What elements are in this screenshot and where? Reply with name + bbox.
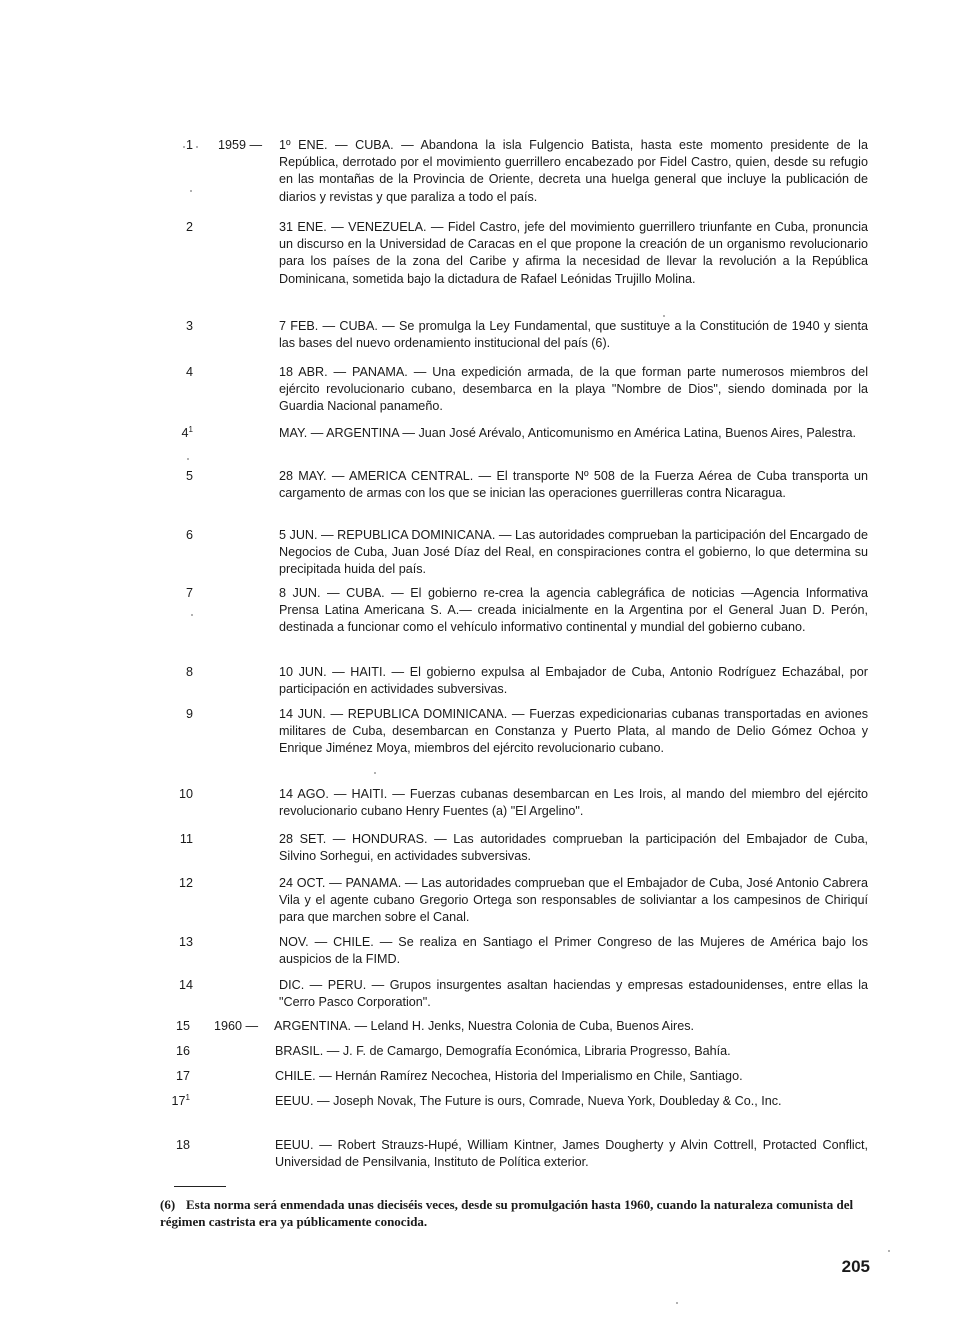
entry-number: 8 xyxy=(185,665,193,679)
scan-speck xyxy=(183,146,185,148)
entry-number: 1 xyxy=(185,138,193,152)
entry-number: 17 xyxy=(175,1069,190,1083)
entry-text: 14 AGO. — HAITI. — Fuerzas cubanas desembarcan en Les Irois, al mando del miembro del ejército revolucionario cubano Henry Fuentes (a) "El Argelino". xyxy=(279,787,868,819)
scan-speck xyxy=(196,146,198,148)
footnote-marker: (6) xyxy=(160,1197,176,1212)
entry-text: 28 MAY. — AMERICA CENTRAL. — El transporte Nº 508 de la Fuerza Aérea de Cuba transporta un cargamento de armas con los que se inician las operaciones guerrilleras contra Nicaragua. xyxy=(279,469,868,501)
footnote-text: Esta norma será enmendada unas dieciséis veces, desde su promulgación hasta 1960, cuando la naturaleza comunista del régimen castrista era ya públicamente conocida. xyxy=(160,1197,854,1230)
entry-number: 7 xyxy=(185,586,193,600)
entry-text: 31 ENE. — VENEZUELA. — Fidel Castro, jefe del movimiento guerrillero triunfante en Cuba, pronuncia un discurso en la Universidad de Caracas en el que propone la creación de un organismo revolucionario para los países de la zona del Caribe y afirma la necesidad de llevar la revolución a la República Dominicana, sometida bajo la dictadura de Rafael Leónidas Trujillo Molina. xyxy=(279,220,868,286)
entry-number: 16 xyxy=(175,1044,190,1058)
entry-text: CHILE. — Hernán Ramírez Necochea, Historia del Imperialismo en Chile, Santiago. xyxy=(275,1069,743,1083)
entry-number: 9 xyxy=(185,707,193,721)
entry-number: 15 xyxy=(175,1019,190,1033)
scan-speck xyxy=(187,458,189,460)
entry-text: 10 JUN. — HAITI. — El gobierno expulsa al Embajador de Cuba, Antonio Rodríguez Echazábal, por participación en actividades subversivas. xyxy=(279,665,868,697)
entry-text: 24 OCT. — PANAMA. — Las autoridades comprueban que el Embajador de Cuba, José Antonio Cabrera Vila y el agente cubano Gregorio Ortega son responsables de soliviantar a los campesinos de Chiriquí para que marchen sobre el Canal. xyxy=(279,876,868,925)
scan-speck xyxy=(663,315,665,317)
scan-speck xyxy=(676,1302,678,1304)
entry-text: EEUU. — Robert Strauzs-Hupé, William Kintner, James Dougherty y Alvin Cottrell, Protacted Conflict, Universidad de Pensilvania, Instituto de Política exterior. xyxy=(275,1138,868,1170)
page-number: 205 xyxy=(841,1257,870,1276)
entry-number: 11 xyxy=(179,832,193,846)
entry-text: BRASIL. — J. F. de Camargo, Demografía Económica, Libraria Progresso, Bahía. xyxy=(275,1044,731,1058)
entry-text: 14 JUN. — REPUBLICA DOMINICANA. — Fuerzas expedicionarias cubanas transportadas en aviones militares de Cuba, desembarcan en Constanza y Puerto Plata, al mando de Delio Gómez Ochoa y Enrique Jiménez Moya, miembros del ejército revolucionario cubano. xyxy=(279,707,868,756)
entry-number-superscript: 1 xyxy=(188,424,193,434)
entry-text: 8 JUN. — CUBA. — El gobierno re-crea la agencia cablegráfica de noticias —Agencia Informativa Prensa Latina Americana S. A.— creada inicialmente en la Argentina por el General Juan D. Perón, destinada a funcionar como el vehículo informativo continental y mundial del gobierno cubano. xyxy=(279,586,868,635)
entry-year: 1960 — xyxy=(214,1019,259,1033)
entry-text: 28 SET. — HONDURAS. — Las autoridades comprueban la participación del Embajador de Cuba, Silvino Sorhegui, en actividades subversivas. xyxy=(279,832,868,864)
entry-text: MAY. — ARGENTINA — Juan José Arévalo, Anticomunismo en América Latina, Buenos Aires, Palestra. xyxy=(279,426,857,440)
entry-number: 4 xyxy=(185,365,193,379)
entry-text: 5 JUN. — REPUBLICA DOMINICANA. — Las autoridades comprueban la participación del Encargado de Negocios de Cuba, Juan José Díaz del Real, en conspiraciones contra el gobierno, lo que determina su precipitada huida del país. xyxy=(279,528,868,577)
entry-number: 2 xyxy=(185,220,193,234)
entry-text: EEUU. — Joseph Novak, The Future is ours, Comrade, Nueva York, Doubleday & Co., Inc. xyxy=(275,1094,782,1108)
footnote xyxy=(160,1196,862,1231)
entry-text: 7 FEB. — CUBA. — Se promulga la Ley Fundamental, que sustituye a la Constitución de 1940 y sienta las bases del nuevo ordenamiento institucional del país (6). xyxy=(279,319,868,351)
scan-speck xyxy=(374,772,376,774)
entry-year: 1959 — xyxy=(218,138,263,152)
entry-number: $4^1$ xyxy=(181,424,193,440)
entry-text: ARGENTINA. — Leland H. Jenks, Nuestra Colonia de Cuba, Buenos Aires. xyxy=(274,1019,694,1033)
entry-text: 1º ENE. — CUBA. — Abandona la isla Fulgencio Batista, hasta este momento presidente de la República, derrotado por el movimiento guerrillero encabezado por Fidel Castro, quien, desde su refugio en las montañas de la Provincia de Oriente, decreta una huelga general que incluye la publicación de diarios y revistas y que paraliza a todo el país. xyxy=(279,138,868,204)
entry-number-superscript: 1 xyxy=(185,1092,190,1102)
scan-speck xyxy=(191,614,193,616)
entry-number: 6 xyxy=(185,528,193,542)
entry-number: 12 xyxy=(178,876,193,890)
entry-text: NOV. — CHILE. — Se realiza en Santiago el Primer Congreso de las Mujeres de América bajo los auspicios de la FIMD. xyxy=(279,935,868,967)
entry-number: 14 xyxy=(178,978,193,992)
entry-number: 3 xyxy=(185,319,193,333)
scan-speck xyxy=(888,1250,890,1252)
entry-text: DIC. — PERU. — Grupos insurgentes asaltan haciendas y empresas estadounidenses, entre ellas la "Cerro Pasco Corporation". xyxy=(279,978,868,1010)
entry-text: 18 ABR. — PANAMA. — Una expedición armada, de la que forman parte numerosos miembros del ejército revolucionario cubano, desembarca en la playa "Nombre de Dios", siendo dominada por la Guardia Nacional panameño. xyxy=(279,365,868,414)
entry-number: 13 xyxy=(178,935,193,949)
entry-number: 18 xyxy=(175,1138,190,1152)
entry-number: 5 xyxy=(185,469,193,483)
entry-number: 10 xyxy=(178,787,193,801)
footnote-rule xyxy=(174,1186,226,1187)
entry-number: $17^1$ xyxy=(171,1092,190,1108)
scan-speck xyxy=(190,190,192,192)
